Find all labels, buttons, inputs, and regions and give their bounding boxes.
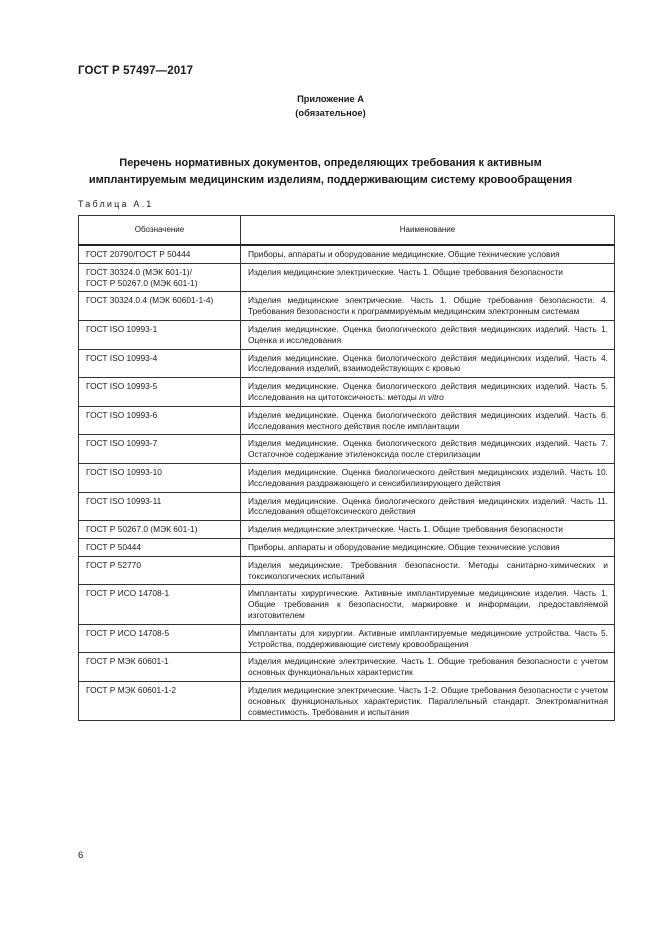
table-row: [79, 538, 615, 556]
document-code: ГОСТ ISO 10993-11: [79, 492, 241, 521]
document-name: Изделия медицинские. Оценка биологического действия медицинских изделий. Часть 1. Оценка и исследования: [241, 320, 615, 349]
document-code: ГОСТ Р МЭК 60601-1-2: [79, 681, 241, 720]
table-row: [79, 624, 615, 653]
table-row: [79, 463, 615, 492]
table-row: [79, 521, 615, 539]
table-row: [79, 556, 615, 585]
document-code: ГОСТ Р ИСО 14708-1: [79, 585, 241, 624]
table-row: [79, 585, 615, 624]
table-caption: Таблица А.1: [78, 199, 154, 209]
appendix-title: Приложение А: [297, 94, 364, 104]
document-code: ГОСТ ISO 10993-7: [79, 435, 241, 464]
document-code: ГОСТ Р 52770: [79, 556, 241, 585]
table-row: [79, 378, 615, 407]
document-name: Изделия медицинские электрические. Часть 1-2. Общие требования безопасности с учетом основных функциональных характеристик. Параллельный стандарт. Электромагнитная совместимость. Требования и испытания: [241, 681, 615, 720]
table-row: [79, 681, 615, 720]
document-code: ГОСТ 30324.0.4 (МЭК 60601-1-4): [79, 292, 241, 321]
document-name: Изделия медицинские. Оценка биологического действия медицинских изделий. Часть 4. Исследования изделий, взаимодействующих с кровью: [241, 349, 615, 378]
document-code: ГОСТ 30324.0 (МЭК 601-1)/ ГОСТ Р 50267.0 (МЭК 601-1): [79, 263, 241, 292]
column-header-name: Наименование: [241, 216, 615, 246]
document-header: ГОСТ Р 57497—2017: [78, 65, 194, 77]
document-name: Изделия медицинские электрические. Часть 1. Общие требования безопасности с учетом основных функциональных характеристик: [241, 653, 615, 682]
appendix-status: (обязательное): [295, 108, 366, 118]
section-title-line-2: имплантируемым медицинским изделиям, поддерживающим систему кровообращения: [88, 174, 573, 186]
document-code: ГОСТ ISO 10993-10: [79, 463, 241, 492]
document-code: ГОСТ Р ИСО 14708-5: [79, 624, 241, 653]
document-name: Изделия медицинские. Оценка биологического действия медицинских изделий. Часть 11. Исследования общетоксического действия: [241, 492, 615, 521]
document-code: ГОСТ Р 50444: [79, 538, 241, 556]
document-name: Приборы, аппараты и оборудование медицинские. Общие технические условия: [241, 245, 615, 263]
document-name: Приборы, аппараты и оборудование медицинские. Общие технические условия: [241, 538, 615, 556]
page-number: 6: [78, 850, 84, 861]
table-row: [79, 492, 615, 521]
column-header-code: Обозначение: [79, 216, 241, 246]
document-name: Изделия медицинские. Оценка биологического действия медицинских изделий. Часть 10. Исследования раздражающего и сенсибилизирующего действия: [241, 463, 615, 492]
table-row: [79, 653, 615, 682]
table-row: [79, 349, 615, 378]
document-code: ГОСТ ISO 10993-6: [79, 406, 241, 435]
table-row: [79, 406, 615, 435]
document-code: ГОСТ ISO 10993-5: [79, 378, 241, 407]
document-code: ГОСТ ISO 10993-4: [79, 349, 241, 378]
document-name: Изделия медицинские электрические. Часть 1. Общие требования безопасности: [241, 263, 615, 292]
table-row: [79, 320, 615, 349]
normative-documents-table: [78, 215, 615, 721]
table-row: [79, 435, 615, 464]
table-row: [79, 263, 615, 292]
document-name: Изделия медицинские. Оценка биологического действия медицинских изделий. Часть 5. Исследования на цитотоксичность: методы in vitro: [241, 378, 615, 407]
document-name: Имплантаты хирургические. Активные имплантируемые медицинские изделия. Часть 1. Общие требования к безопасности, маркировке и информации, предоставляемой изготовителем: [241, 585, 615, 624]
document-code: ГОСТ Р МЭК 60601-1: [79, 653, 241, 682]
section-title-line-1: Перечень нормативных документов, определяющих требования к активным: [119, 157, 542, 169]
document-name: Изделия медицинские. Оценка биологического действия медицинских изделий. Часть 6. Исследования местного действия после имплантации: [241, 406, 615, 435]
table-header-row: [79, 216, 615, 246]
table-row: [79, 292, 615, 321]
document-code: ГОСТ 20790/ГОСТ Р 50444: [79, 245, 241, 263]
table-body: [79, 245, 615, 721]
document-name: Изделия медицинские электрические. Часть 1. Общие требования безопасности: [241, 521, 615, 539]
document-code: ГОСТ ISO 10993-1: [79, 320, 241, 349]
table-row: [79, 245, 615, 263]
document-name: Изделия медицинские электрические. Часть 1. Общие требования безопасности. 4. Требования безопасности к программируемым медицинским электронным системам: [241, 292, 615, 321]
document-name: Изделия медицинские. Требования безопасности. Методы санитарно-химических и токсикологических испытаний: [241, 556, 615, 585]
document-name: Имплантаты для хирургии. Активные имплантируемые медицинские устройства. Часть 5. Устройства, поддерживающие систему кровообращения: [241, 624, 615, 653]
document-name: Изделия медицинские. Оценка биологического действия медицинских изделий. Часть 7. Остаточное содержание этиленоксида после стерилизации: [241, 435, 615, 464]
document-code: ГОСТ Р 50267.0 (МЭК 601-1): [79, 521, 241, 539]
